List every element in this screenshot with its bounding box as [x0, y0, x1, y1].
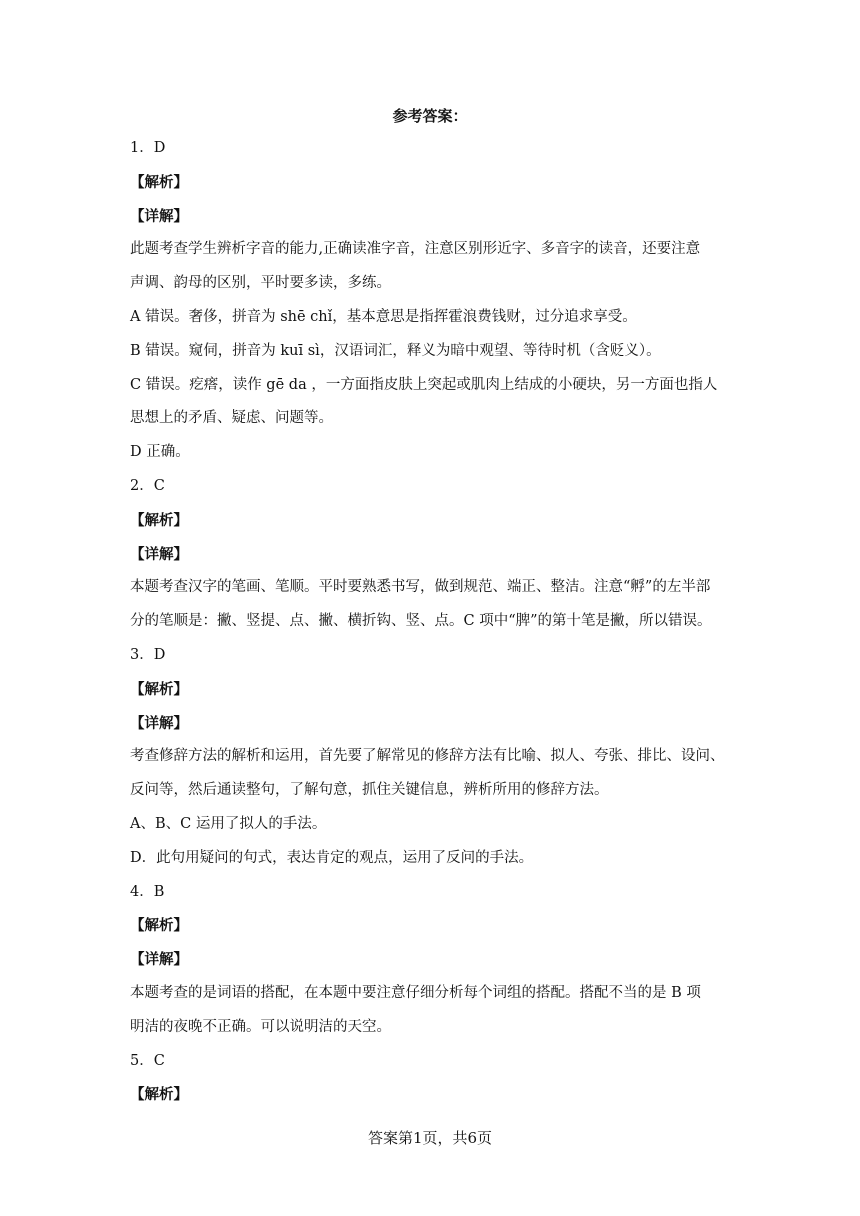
- text-line: 本题考查的是词语的搭配，在本题中要注意仔细分析每个词组的搭配。搭配不当的是 B 项: [130, 984, 701, 1001]
- analysis-heading: 【解析】: [130, 917, 188, 935]
- text-line: 分的笔顺是：撇、竖提、点、撇、横折钩、竖、点。C 项中“脾”的第十笔是撇，所以错误。: [130, 613, 712, 630]
- text-line: B 错误。窥伺，拼音为 kuī sì，汉语词汇，释义为暗中观望、等待时机（含贬义）。: [130, 342, 661, 359]
- text-line: A、B、C 运用了拟人的手法。: [130, 815, 327, 832]
- answer-number: 4．B: [130, 883, 165, 900]
- answer-number: 1．D: [130, 140, 166, 156]
- text-line: D 正确。: [130, 444, 190, 461]
- detail-heading: 【详解】: [130, 951, 188, 969]
- detail-heading: 【详解】: [130, 545, 188, 563]
- text-line: D．此句用疑问的句式，表达肯定的观点，运用了反问的手法。: [130, 849, 534, 866]
- text-line: 思想上的矛盾、疑虑、问题等。: [130, 410, 333, 427]
- analysis-heading: 【解析】: [130, 680, 188, 698]
- answer-content: [130, 132, 735, 1112]
- analysis-heading: 【解析】: [130, 511, 188, 529]
- text-line: C 错误。疙瘩，读作 gē da ，一方面指皮肤上突起或肌肉上结成的小硬块，另一方面也指人: [130, 376, 718, 393]
- text-line: 明洁的夜晚不正确。可以说明洁的天空。: [130, 1018, 391, 1035]
- detail-heading: 【详解】: [130, 714, 188, 732]
- text-line: 本题考查汉字的笔画、笔顺。平时要熟悉书写，做到规范、端正、整洁。注意“孵”的左半部: [130, 579, 711, 596]
- page-footer: 答案第1页，共6页: [367, 1129, 493, 1147]
- answer-number: 3．D: [130, 646, 166, 663]
- answer-number: 2．C: [130, 477, 165, 494]
- analysis-heading: 【解析】: [130, 1086, 188, 1104]
- answer-number: 5．C: [130, 1052, 165, 1069]
- analysis-heading: 【解析】: [130, 173, 188, 191]
- text-line: 反问等，然后通读整句，了解句意，抓住关键信息，辨析所用的修辞方法。: [130, 782, 609, 799]
- text-line: 考查修辞方法的解析和运用，首先要了解常见的修辞方法有比喻、拟人、夸张、排比、设问、: [130, 748, 725, 765]
- text-line: A 错误。奢侈，拼音为 shē chǐ，基本意思是指挥霍浪费钱财，过分追求享受。: [130, 308, 637, 325]
- page-title: 参考答案：: [392, 107, 468, 125]
- text-line: 此题考查学生辨析字音的能力,正确读准字音，注意区别形近字、多音字的读音，还要注意: [130, 241, 701, 258]
- detail-heading: 【详解】: [130, 207, 188, 225]
- text-line: 声调、韵母的区别，平时要多读，多练。: [130, 275, 391, 292]
